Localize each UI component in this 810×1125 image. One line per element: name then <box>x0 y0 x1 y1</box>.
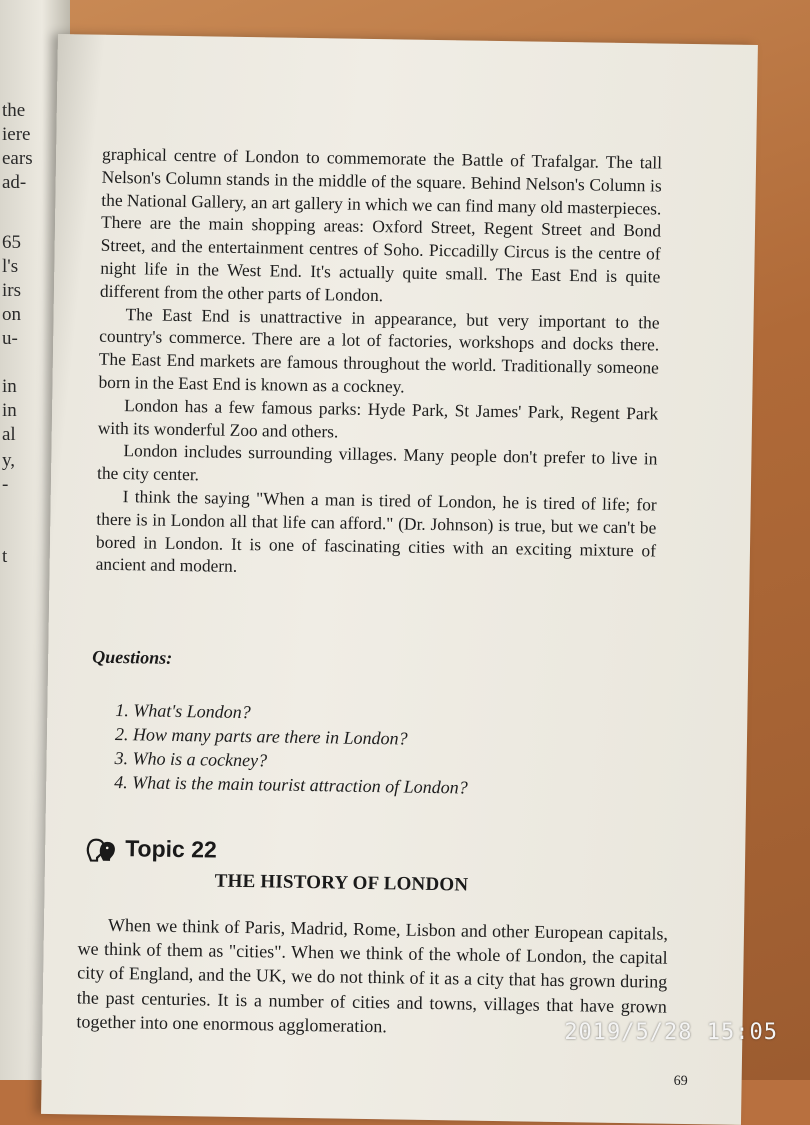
question-item: 3. Who is a cockney? <box>114 747 268 771</box>
left-fragment: ad- <box>2 172 27 193</box>
right-page <box>41 34 758 1125</box>
questions-title: Questions: <box>92 646 173 668</box>
topic-label-row <box>85 835 217 864</box>
main-text <box>95 143 662 585</box>
left-fragment: al <box>2 424 16 445</box>
topic-heading: THE HISTORY OF LONDON <box>214 870 469 896</box>
left-fragment: irs <box>2 280 21 301</box>
left-fragment: y, <box>2 450 16 471</box>
question-item: 1. What's London? <box>115 699 251 723</box>
left-fragment: u- <box>2 328 18 349</box>
topic-heads-icon <box>85 835 117 861</box>
photo-timestamp: 2019/5/28 15:05 <box>564 1020 778 1045</box>
left-fragment: in <box>2 400 17 421</box>
paragraph: graphical centre of London to commemorate the Battle of Trafalgar. The tall Nelson's Column stands in the middle of the square. Behind Nelson's Column is the National Gallery, an art gallery in which we can find many old masterpieces. There are the main shopping areas: Oxford Street, Regent Street and Bond Street, and the entertainment centres of Soho. Piccadilly Circus is the centre of night life in the West End. It's actually quite small. The East End is quite different from the other parts of London. <box>99 143 663 305</box>
questions-list <box>114 698 469 800</box>
question-item: 4. What is the main tourist attraction of London? <box>114 771 468 798</box>
paragraph: The East End is unattractive in appearance, but very important to the country's commerce. There are a lot of factories, workshops and docks there. The East End markets are famous throughout the world. Traditionally someone born in the East End is known as a cockney. <box>98 303 660 397</box>
left-fragment: in <box>2 376 17 397</box>
paragraph: When we think of Paris, Madrid, Rome, Lisbon and other European capitals, we think of them as "cities". When we think of the whole of London, the capital city of England, and the UK, we do not think of it as a city that has grown during the past centuries. It is a number of cities and towns, villages that have grown together into one enormous agglomeration. <box>76 914 669 1037</box>
left-fragment: the <box>2 100 26 121</box>
left-fragment: iere <box>2 124 31 145</box>
page-number: 69 <box>673 1073 688 1090</box>
paragraph: London has a few famous parks: Hyde Park, St James' Park, Regent Park with its wonderful Zoo and others. <box>97 394 659 442</box>
left-fragment: on <box>2 304 21 325</box>
paragraph: London includes surrounding villages. Many people don't prefer to live in the city center. <box>96 440 658 485</box>
question-item: 2. How many parts are there in London? <box>114 723 408 749</box>
paragraph: I think the saying "When a man is tired of London, he is tired of life; for there is in London all that life can afford." (Dr. Johnson) is true, but we can't be bored in London. It is one of fascinating cities with an exciting mixture of ancient and modern. <box>95 486 657 577</box>
left-fragment: 65 <box>2 232 21 253</box>
left-fragment: t <box>2 546 8 567</box>
topic-label: Topic 22 <box>125 835 218 863</box>
left-fragment: l's <box>2 256 19 277</box>
left-fragment: - <box>2 474 9 495</box>
left-fragment: ears <box>2 148 33 169</box>
